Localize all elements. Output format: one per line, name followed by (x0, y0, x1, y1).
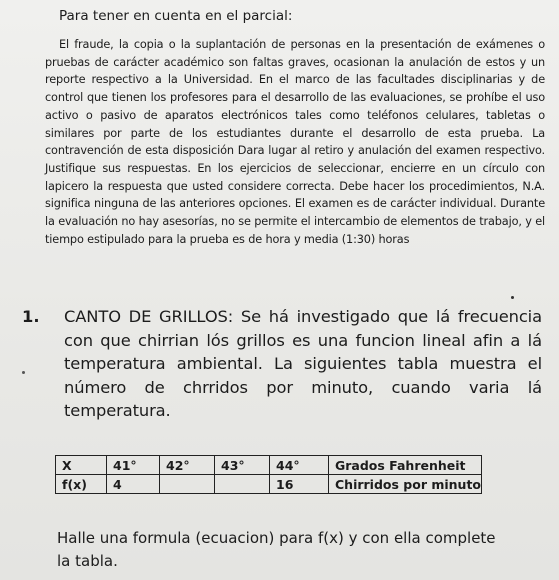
temperature-chirp-table (55, 455, 482, 494)
problem-1 (22, 305, 542, 423)
table-cell-blank (160, 475, 215, 494)
exam-rules-text: El fraude, la copia o la suplantación de personas en la presentación de exámenes o pruebas de carácter académico son faltas graves, ocasionan la anulación de estos y un reporte respectivo a la Universidad. En el marco de las facultades disciplinarias y de control que tienen los profesores para el desarrollo de las evaluaciones, se prohíbe el uso activo o pasivo de aparatos electrónicos tales como teléfonos celulares, tabletas o similares por parte de los estudiantes durante el desarrollo de esta prueba. La contravención de esta disposición Dara lugar al retiro y anulación del examen respectivo. Justifique sus respuestas. En los ejercicios de seleccionar, encierre en un círculo con lapicero la respuesta que usted considere correcta. Debe hacer los procedimientos, N.A. significa ninguna de las anteriores opciones. El examen es de carácter individual. Durante la evaluación no hay asesorías, no se permite el intercambio de elementos de trabajo, y el tiempo estipulado para la prueba es de hora y media (1:30) horas (45, 38, 545, 246)
ink-dot (511, 296, 514, 299)
problem-number: 1. (22, 307, 40, 326)
exam-rules-paragraph (45, 36, 545, 248)
table-cell: 41° (107, 456, 160, 475)
problem-statement: CANTO DE GRILLOS: Se há investigado que lá frecuencia con que chirrian lós grillos es una funcion lineal afin a lá temperatura ambiental. La siguientes tabla muestra el número de chrridos por minuto, cuando varia lá temperatura. (64, 307, 542, 420)
table-cell: 42° (160, 456, 215, 475)
table-cell: Chirridos por minuto (329, 475, 482, 494)
ink-dot (22, 371, 25, 374)
table-cell: 4 (107, 475, 160, 494)
table-row-x (56, 456, 482, 475)
table-cell: f(x) (56, 475, 107, 494)
table-cell-blank (215, 475, 270, 494)
table-cell: Grados Fahrenheit (329, 456, 482, 475)
notice-heading: Para tener en cuenta en el parcial: (59, 8, 293, 24)
table-cell: X (56, 456, 107, 475)
table-cell: 43° (215, 456, 270, 475)
task-instruction: Halle una formula (ecuacion) para f(x) y con ella complete la tabla. (57, 529, 496, 570)
table-cell: 44° (270, 456, 329, 475)
table-row-fx (56, 475, 482, 494)
table-cell: 16 (270, 475, 329, 494)
